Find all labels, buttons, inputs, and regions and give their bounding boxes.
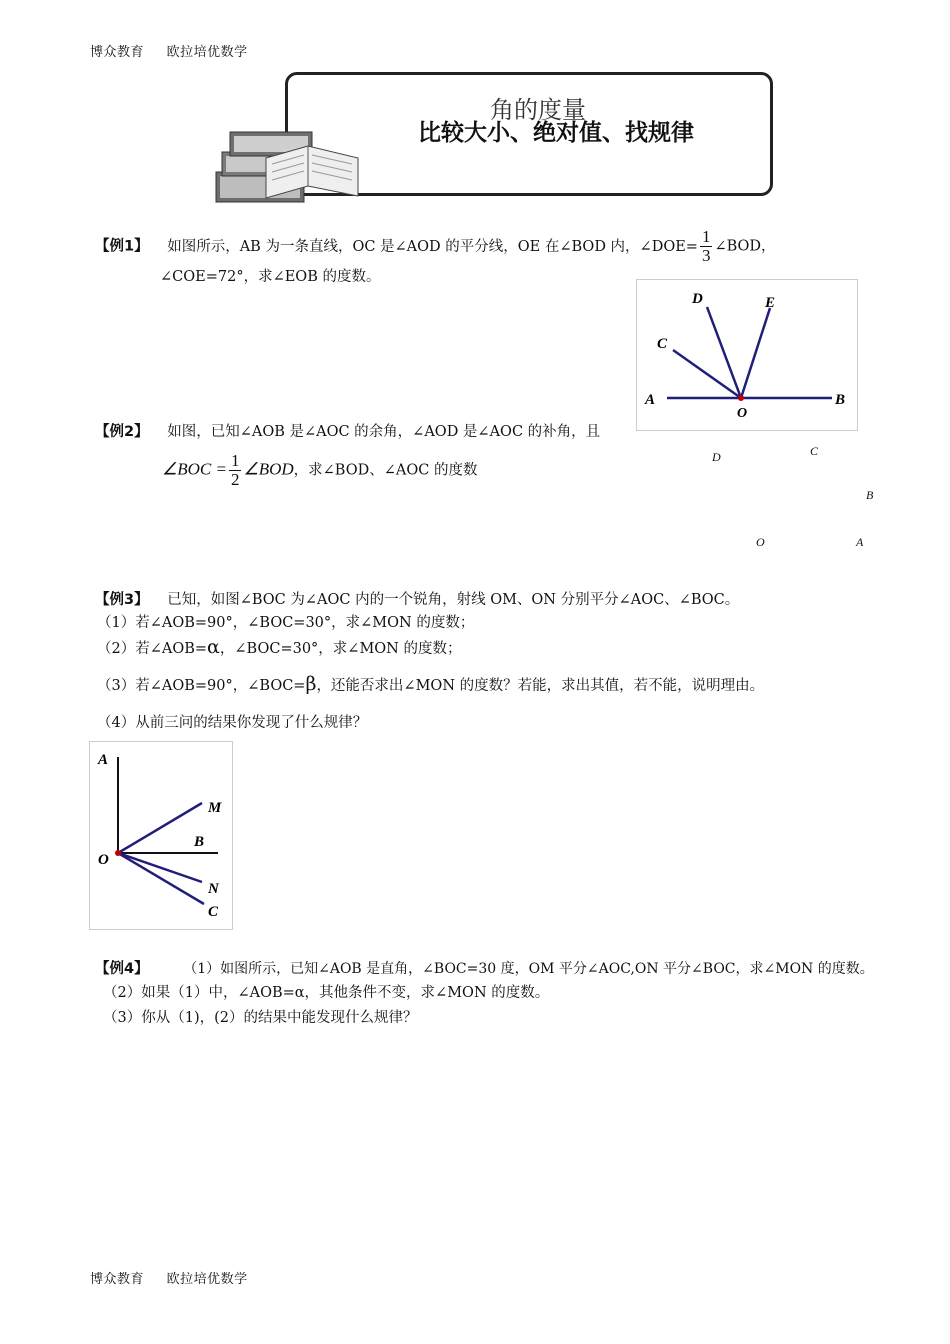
ex1-line1 (95, 228, 776, 265)
ex3-q2 (97, 636, 461, 660)
ex3-q2a: （2）若∠AOB= (97, 641, 208, 657)
ex3-q3a: （3）若∠AOB=90°，∠BOC= (97, 678, 306, 694)
ex2-line2 (162, 452, 477, 489)
ex2-label-A: A (856, 535, 864, 549)
ex1-figure (636, 279, 858, 431)
ex2-fraction (229, 452, 242, 489)
ex1-label: 【例1】 (95, 238, 149, 255)
ex2-frac-den: 2 (230, 470, 240, 489)
ex1-line2: ∠COE=72°，求∠EOB 的度数。 (160, 269, 381, 285)
ex3-q2-symbol: α (207, 636, 220, 658)
ex3-label-A: A (98, 752, 109, 768)
ex1-frac-den: 3 (701, 246, 711, 265)
ex2-label: 【例2】 (95, 424, 149, 440)
ex1-figure-svg (637, 280, 857, 430)
footer-course: 欧拉培优数学 (166, 1272, 248, 1287)
ex3-figure-svg (90, 742, 232, 929)
ex3-line1 (95, 589, 739, 611)
page-header (90, 41, 248, 60)
ex1-label-B: B (835, 392, 846, 408)
ex3-label-O: O (98, 852, 109, 868)
ex1-fraction (700, 228, 713, 265)
ex1-text-b: ∠BOD， (714, 238, 776, 255)
ex3-q1: （1）若∠AOB=90°，∠BOC=30°，求∠MON 的度数； (97, 615, 475, 631)
ex2-frac-num: 1 (230, 451, 240, 470)
ex1-frac-num: 1 (701, 227, 711, 246)
ex1-label-A: A (645, 392, 656, 408)
footer-org: 博众教育 (90, 1272, 145, 1287)
ex2-math-right: ∠BOD (243, 459, 294, 479)
ex3-text: 已知，如图∠BOC 为∠AOC 内的一个锐角，射线 OM、ON 分别平分∠AOC、∠BOC。 (167, 592, 740, 608)
ex3-label-M: M (208, 800, 222, 816)
ex4-q3: （3）你从（1)，(2）的结果中能发现什么规律？ (103, 1010, 418, 1026)
ex4-q1: （1）如图所示，已知∠AOB 是直角，∠BOC=30 度，OM 平分∠AOC,ON 平分∠BOC，求∠MON 的度数。 (183, 961, 874, 977)
ex3-figure (89, 741, 233, 930)
ex1-label-D: D (692, 291, 703, 307)
header-org: 博众教育 (90, 45, 145, 60)
ex3-label-N: N (208, 881, 219, 897)
ex3-q3b: ，还能否求出∠MON 的度数？若能，求出其值，若不能，说明理由。 (316, 678, 765, 694)
title-line1: 角的度量 (490, 96, 586, 124)
ex2-text-after: ，求∠BOD、∠AOC 的度数 (293, 462, 478, 479)
title-line2: 比较大小、绝对值、找规律 (418, 120, 694, 146)
ex2-text: 如图，已知∠AOB 是∠AOC 的余角，∠AOD 是∠AOC 的补角，且 (167, 424, 601, 440)
ex3-label-B: B (194, 834, 205, 850)
ex4-line1 (95, 958, 874, 980)
ex4-q2: （2）如果（1）中，∠AOB=α，其他条件不变，求∠MON 的度数。 (103, 985, 550, 1001)
ex2-line1 (95, 421, 600, 443)
ex3-q4: （4）从前三问的结果你发现了什么规律？ (97, 715, 368, 731)
ex1-label-O: O (737, 406, 748, 421)
ex3-q3-symbol: β (305, 673, 317, 695)
ex2-label-C: C (810, 444, 819, 458)
ex2-label-B: B (866, 488, 874, 502)
books-icon (208, 128, 368, 210)
page-footer (90, 1268, 248, 1287)
ex1-label-C: C (657, 336, 668, 352)
header-course: 欧拉培优数学 (166, 45, 248, 60)
ex3-label-C: C (208, 904, 219, 920)
ex3-label: 【例3】 (95, 592, 149, 608)
ex2-math-left: ∠BOC = (162, 459, 227, 479)
ex3-q3 (97, 673, 764, 697)
ex1-label-E: E (765, 295, 776, 311)
ex1-text-a: 如图所示，AB 为一条直线，OC 是∠AOD 的平分线，OE 在∠BOD 内，∠DOE= (167, 238, 698, 255)
ex3-q2b: ，∠BOC=30°，求∠MON 的度数； (219, 641, 462, 657)
ex2-label-O: O (756, 535, 765, 549)
ex4-label: 【例4】 (95, 961, 149, 977)
ex2-label-D: D (712, 450, 721, 464)
